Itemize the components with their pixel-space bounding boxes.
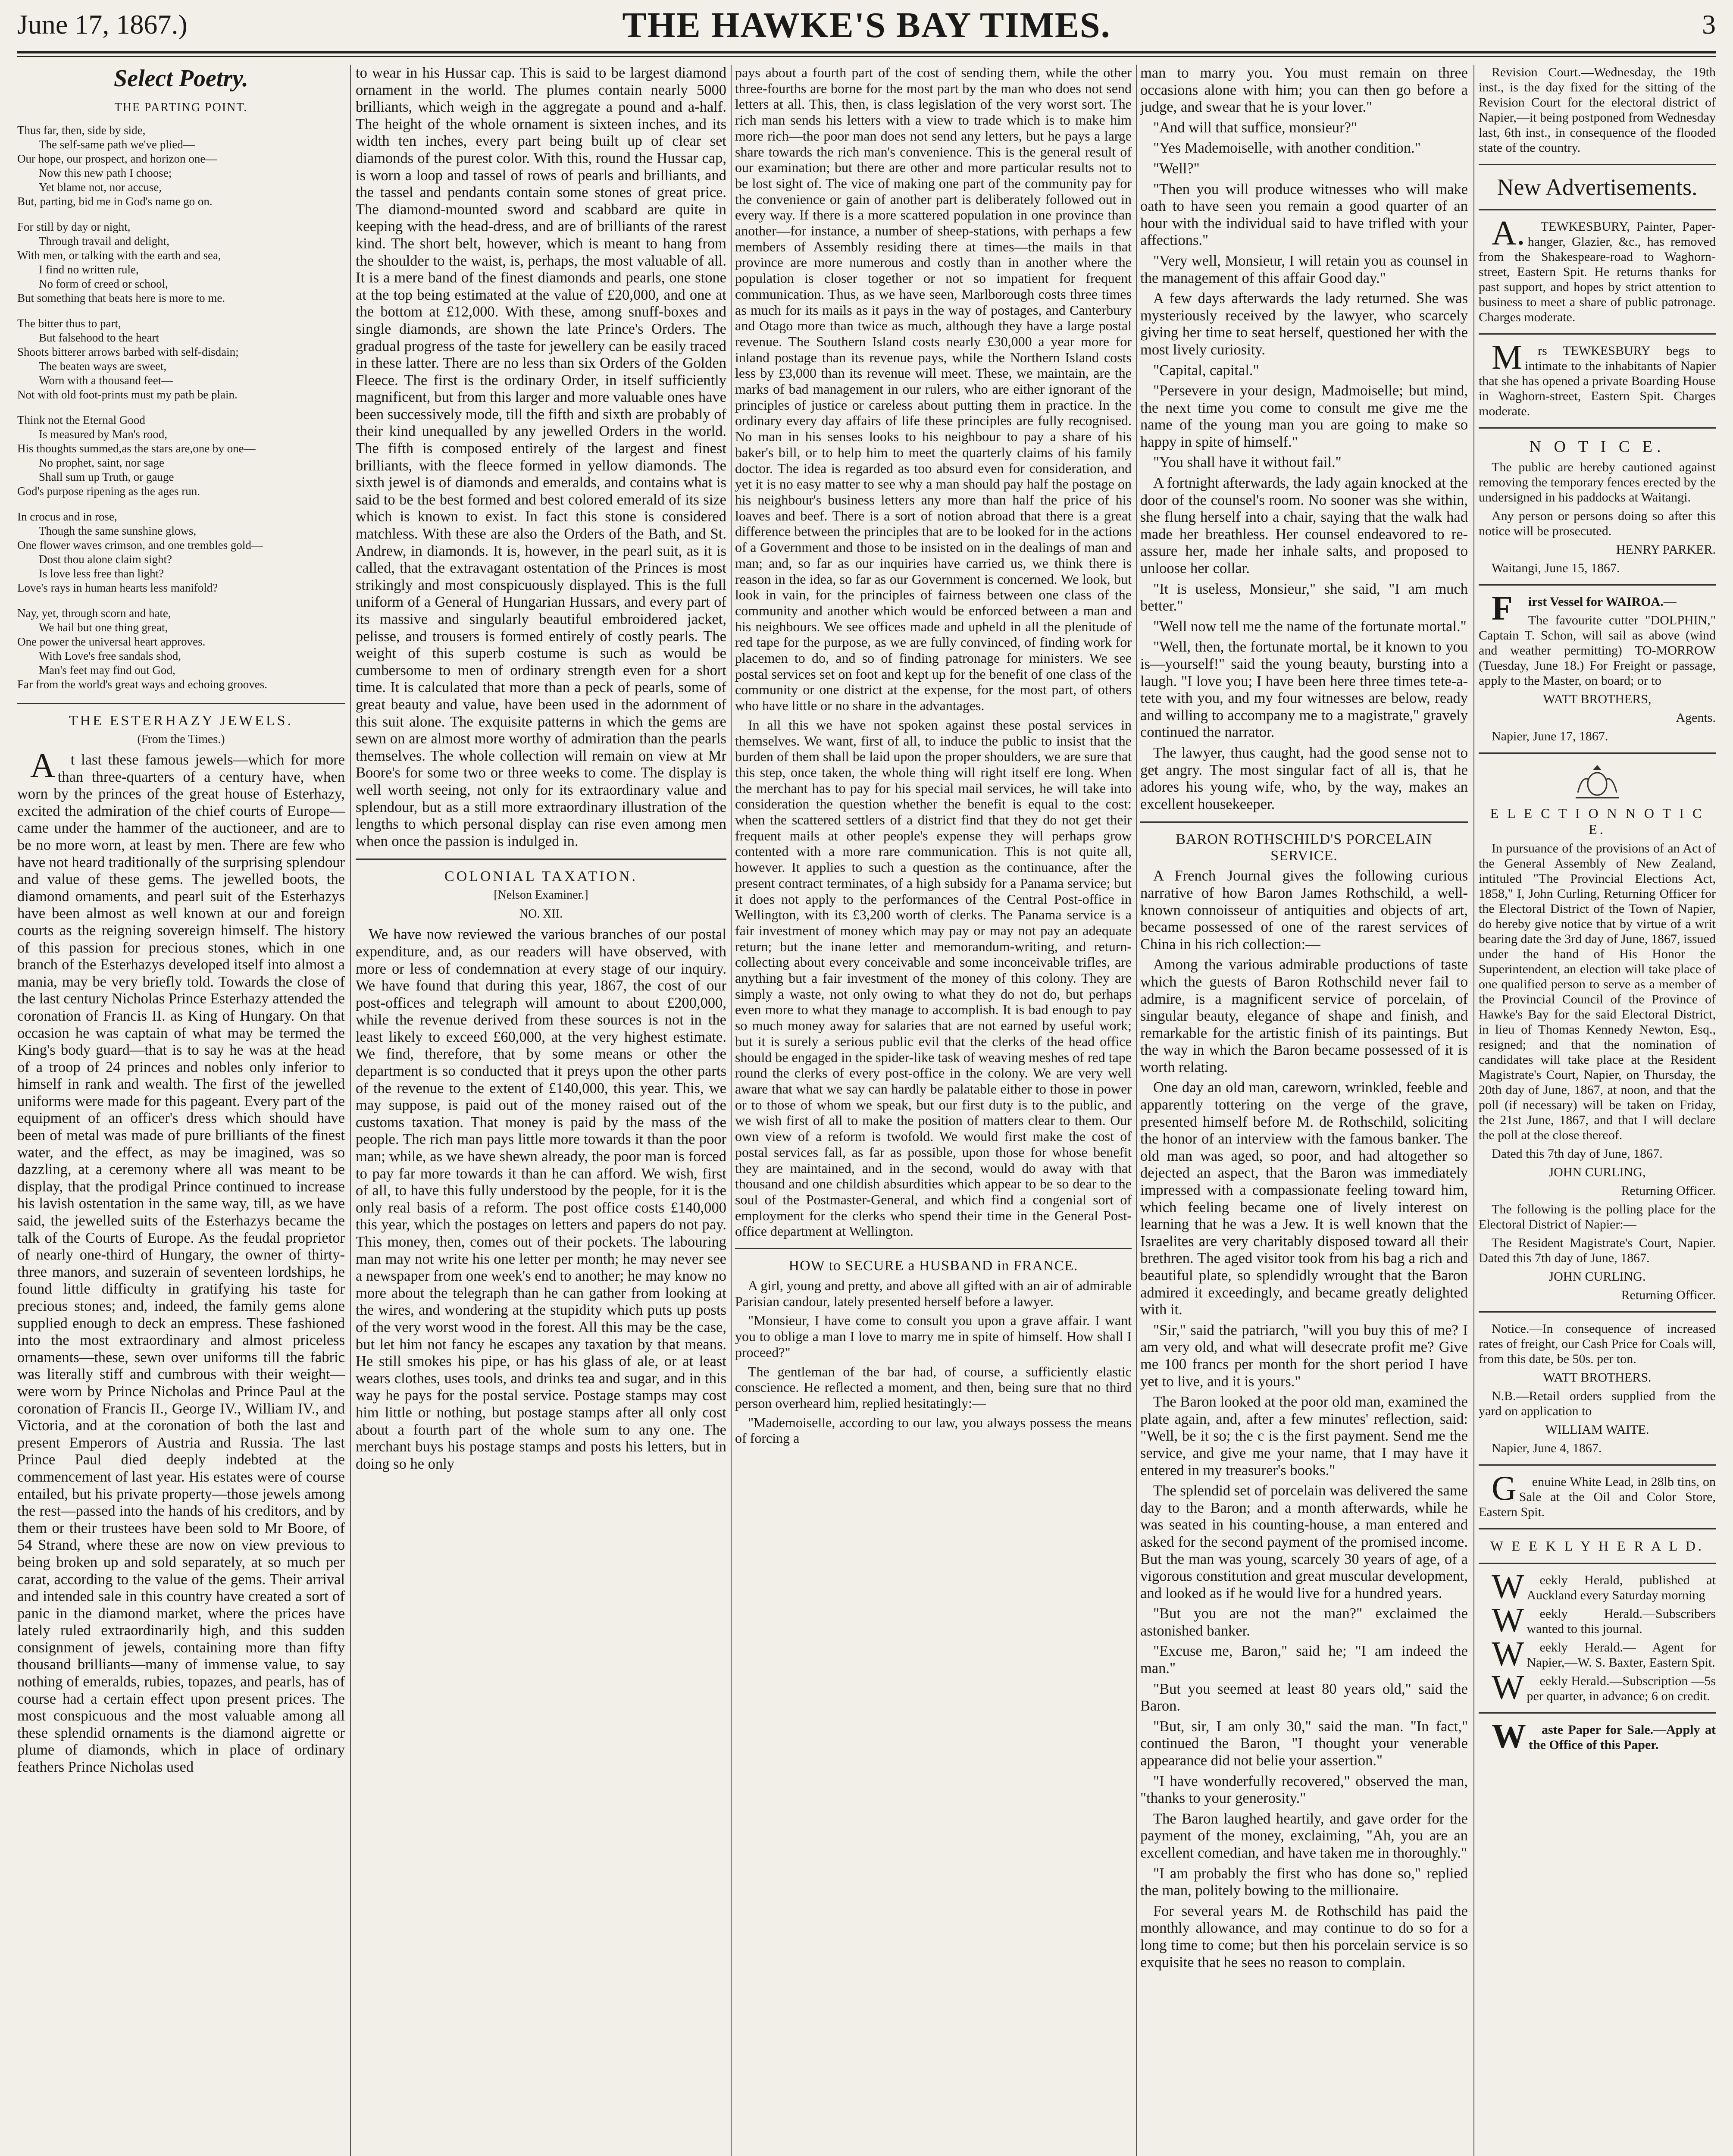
article-paragraph: "Excuse me, Baron," said he; "I am indeed the man." xyxy=(1140,1643,1468,1677)
section-rule xyxy=(1479,584,1716,586)
article-paragraph: One day an old man, careworn, wrinkled, feeble and apparently tottering on the verge of the grave, presented himself before M. de Rothschild, soliciting the honor of an interview with the famous banker. The old man was aged, so poor, and had altogether so dejected an aspect, that the Baron was immediately impressed with a compassionate feeling toward him, which feeling became one of lively interest on learning that he was a Jew. It is well known that the Israelites are very charitably disposed toward all their brethren. The aged visitor took from his bag a rich and beautiful plate, so splendidly wrought that the Baron admired it exceedingly, and became greatly delighted with it. xyxy=(1140,1079,1468,1318)
column-divider xyxy=(731,65,732,2156)
article-paragraph: The lawyer, thus caught, had the good sense not to get angry. The most singular fact of all is, that he adores his young wife, who, by the way, makes an excellent housekeeper. xyxy=(1140,744,1468,812)
poem-line: Now this new path I choose; xyxy=(39,166,172,179)
poem-line: For still by day or night, xyxy=(17,220,131,233)
coal-notice: Notice.—In consequence of increased rates of freight, our Cash Price for Coals will, from this date, be 50s. per ton. xyxy=(1479,1322,1716,1366)
masthead-rule xyxy=(17,51,1716,53)
section-rule xyxy=(1479,427,1716,429)
article-paragraph: "Persevere in your design, Madmoiselle; but mind, the next time you come to consult me give me the name of the young man you are going to make so happy in spite of himself." xyxy=(1140,382,1468,450)
polling-role: Returning Officer. xyxy=(1621,1288,1716,1302)
column-divider xyxy=(1136,65,1137,2156)
coal-date: Napier, June 4, 1867. xyxy=(1492,1441,1602,1455)
election-notice-body: In pursuance of the provisions of an Act of the General Assembly of New Zealand, intituled "The Provincial Elections Act, 1858," I, John Curling, Returning Officer for the Electoral District of the Town of Napier, do hereby give notice that by virtue of a writ bearing date the 3rd day of June, 1867, issued under the hand of His Honor the Superintendent, an election will take place of one qualified person to serve as a member of the Provincial Council of the Province of Hawke's Bay for the said Electoral District, in lieu of Thomas Kennedy Newton, Esq., resigned; and that the nomination of candidates will take place at the Resident Magistrate's Court, Napier, on Thursday, the 20th day of June, 1867, at noon, and that the poll (if necessary) will be taken on Friday, the 21st June, 1867, and that I will declare the poll at the close thereof. xyxy=(1479,841,1716,1142)
article-paragraph: "Well?" xyxy=(1153,160,1200,177)
article-paragraph: "It is useless, Monsieur," she said, "I am much better." xyxy=(1140,580,1468,614)
article-paragraph: For several years M. de Rothschild has paid the monthly allowance, and may continue to do so for a long time to come; but then his porcelain service is so exquisite that he sees no reason to complain. xyxy=(1140,1902,1468,1971)
poem-line: One flower waves crimson, and one trembles gold— xyxy=(17,539,263,552)
section-rule xyxy=(1479,1712,1716,1714)
polling-signature: JOHN CURLING. xyxy=(1548,1269,1646,1284)
new-advertisements-heading: New Advertisements. xyxy=(1497,174,1698,200)
section-rule xyxy=(1479,1311,1716,1313)
wairoa-title: First Vessel for WAIROA.— xyxy=(1492,589,1677,627)
article-title-porcelain: BARON ROTHSCHILD'S PORCELAIN SERVICE. xyxy=(1176,831,1433,864)
poem-line: Through travail and delight, xyxy=(39,235,169,248)
weekly-herald-ad: Weekly Herald.—Subscribers wanted to this journal. xyxy=(1492,1601,1716,1639)
poem-stanza xyxy=(17,413,345,498)
article-paragraph: "And will that suffice, monsieur?" xyxy=(1153,119,1358,136)
article-paragraph: The gentleman of the bar had, of course, a sufficiently elastic conscience. He reflected a moment, and then, being sure that no third person overheard him, replied hesitatingly:— xyxy=(735,1363,1132,1411)
wairoa-signature: WATT BROTHERS, xyxy=(1543,692,1652,706)
poem-line: Far from the world's great ways and echoing grooves. xyxy=(17,678,267,691)
article-paragraph: The Baron laughed heartily, and gave order for the payment of the money, exclaiming, "Ah, you are an excellent comedian, and have taken me in thoroughly." xyxy=(1140,1810,1468,1861)
poem-stanza xyxy=(17,510,345,595)
poem-stanza xyxy=(17,317,345,402)
column-2 xyxy=(356,65,726,2156)
poem-line: Not with old foot-prints must my path be plain. xyxy=(17,388,238,401)
column-divider xyxy=(1473,65,1474,2156)
article-paragraph: "Monsieur, I have come to consult you upon a grave affair. I want you to oblige a man I love to marry me in spite of himself. How shall I proceed?" xyxy=(735,1313,1132,1360)
article-paragraph: pays about a fourth part of the cost of sending them, while the other three-fourths are borne for the most part by the man who does not send letters at all. This, then, is class legislation of the very worst sort. The rich man sends his letters with a view to trade which is to make him more rich—the poor man does not send any letters, but he pays a large share towards the rich man's convenience. This is the general result of our examination; but there are other and more particular results not to be lost sight of. The vice of making one part of the community pay for the convenience or gain of another part is deliberately followed out in every way. If there is a more scattered population in one province than another—for instance, a number of sheep-stations, with perhaps a few members of Assembly residing there at times—the mails in that province are more numerous and costly than in another where the population is closer together or not so impatient for frequent communication. Thus, as we have seen, Marlborough costs three times as much for its mails as it pays in the way of postages, and Canterbury and Otago more than twice as much, although they have a large postal revenue. The Southern Island costs nearly £30,000 a year more for inland postage than its revenue pays, while the Northern Island costs less by £3,000 than its revenue will meet. These, we maintain, are the marks of bad management in our rulers, who are either ignorant of the principles of justice or careless about putting them in practice. In the ordinary every day affairs of life these principles are fully recognised. No man in his senses looks to his neighbour to pay a share of his baker's bill, or to help him to meet the quarterly claims of his family doctor. The idea is regarded as too absurd even for consideration, and yet it is no easy matter to see why a man should pay half the postage on his neighbour's business letters any more than half the price of his loaves and beef. There is a sort of notion abroad that there is a great difference between the principles that are to be looked for in the actions of a Government and those to be insisted on in the dealings of man and man; and, so far as our inquiries have carried us, we think there is reason in the idea, so far as our Government is concerned. We look, but look in vain, for the principles of fairness between one class of the community and another which would be enforced between a man and his neighbours. We see offices made and upheld in all the plenitude of red tape for the purpose, as we are fully convinced, of finding work for placemen to do, and so of finding patronage for ministers. We see postal services set on foot and kept up for the benefit of one class of the community or one district at the expense, for the most part, of others who have little or no share in the advantages. xyxy=(735,65,1132,714)
notice-body: Any person or persons doing so after this notice will be prosecuted. xyxy=(1479,509,1716,538)
poem-line: The bitter thus to part, xyxy=(17,317,121,330)
poem-line: God's purpose ripening as the ages run. xyxy=(17,485,200,498)
notice-body: The public are hereby cautioned against removing the temporary fences erected by the undersigned in his paddocks at Waitangi. xyxy=(1479,460,1716,505)
article-paragraph: We have now reviewed the various branches of our postal expenditure, and, as our readers will have observed, with more or less of condemnation at every stage of our inquiry. We have found that during this year, 1867, the cost of our post-offices and telegraph will amount to about £200,000, while the revenue derived from these sources is not in the least likely to exceed £60,000, at the very highest estimate. We find, therefore, that by some means or other the department is so conducted that it preys upon the other parts of the revenue to the extent of £140,000, this year. This, we may suppose, is paid out of the money raised out of the customs taxation. That money is paid by the mass of the people. The rich man pays little more towards it than the poor man; while, as we have shewn already, the poor man is forced to pay far more towards it than he can afford. We wish, first of all, to have this fully understood by the people, for it is the only real basis of a reform. The post office costs £140,000 this year, which the postages on letters and papers do not pay. This money, then, comes out of their pockets. The labouring man may not write his one letter per month; he may never see a newspaper from one week's end to another; he may know no more about the telegraph than he can gather from looking at the wires, and wondering at the stupidity which puts up posts of the very worst wood in the forest. All this may be the case, but let him not fancy he escapes any taxation by that means. He still smokes his pipe, or has his glass of ale, or at least wears clothes, uses tools, and drinks tea and sugar, and in this way he pays for the postal service. Postage stamps may cost him little or nothing, but postage stamps after all only cost about a fourth part of the whole sum to any one. The merchant buys his postage stamps and posts his letters, but in doing so he only xyxy=(356,926,726,1472)
poem-line: His thoughts summed,as the stars are,one by one— xyxy=(17,442,256,455)
article-paragraph: Among the various admirable productions of taste which the guests of Baron Rothschild never fail to admire, is a magnificent service of porcelain, of singular beauty, elegance of shape and finish, and remarkable for the artistic finish of its paintings. But the way in which the Baron became possessed of it is worth relating. xyxy=(1140,956,1468,1075)
poem-line: Shall sum up Truth, or gauge xyxy=(39,470,174,483)
section-rule xyxy=(1479,1464,1716,1466)
article-paragraph: "But, sir, I am only 30," said the man. "In fact," continued the Baron, "I thought your venerable appearance did not belie your assertion." xyxy=(1140,1718,1468,1769)
weekly-herald-ad: Weekly Herald.— Agent for Napier,—W. S. Baxter, Eastern Spit. xyxy=(1492,1635,1716,1673)
wairoa-agents: Agents. xyxy=(1676,711,1716,725)
poem-line: No prophet, saint, nor sage xyxy=(39,456,164,469)
article-paragraph: "Very well, Monsieur, I will retain you as counsel in the management of this affair Good day." xyxy=(1140,252,1468,286)
polling-place: The Resident Magistrate's Court, Napier. Dated this 7th day of June, 1867. xyxy=(1479,1236,1716,1265)
ad-mrs-tewkesbury: Mrs TEWKESBURY begs to intimate to the inhabitants of Napier that she has opened a private Boarding House in Waghorn-street, Eastern Spit. Charges moderate. xyxy=(1479,338,1716,418)
article-paragraph: A girl, young and pretty, and above all gifted with an air of admirable Parisian candour, lately presented herself before a lawyer. xyxy=(735,1278,1132,1309)
poem-stanza xyxy=(17,220,345,305)
notice-date: Waitangi, June 15, 1867. xyxy=(1492,561,1620,575)
column-3 xyxy=(735,65,1132,2156)
poem-line: One power the universal heart approves. xyxy=(17,635,206,648)
page-number: 3 xyxy=(1702,9,1716,40)
poem-line: Yet blame not, nor accuse, xyxy=(39,181,162,194)
white-lead-ad: Genuine White Lead, in 28lb tins, on Sale at the Oil and Color Store, Eastern Spit. xyxy=(1479,1470,1716,1519)
poem-line: In crocus and in rose, xyxy=(17,510,117,523)
section-rule xyxy=(1479,1528,1716,1529)
poem-line: Thus far, then, side by side, xyxy=(17,124,146,137)
article-paragraph: In all this we have not spoken against these postal services in themselves. We want, first of all, to induce the public to insist that the burden of them shall be laid upon the proper shoulders, we are sure that this step, once taken, the whole thing will right itself ere long. When the merchant has to pay for his special mail services, he will take into consideration the question whether the benefit is equal to the cost: when the scattered settlers of a district find that they do not get their frequent mails at other people's expense they will perhaps grow contented with a more rare communication. This is not quite all, however. It applies to such a question as the continuance, after the present contract terminates, of a high subsidy for a Panama service; but it does not apply to the performances of the Central Post-office in Wellington, with its £3,200 worth of clerks. The Panama service is a fair investment of money which may pay or may not pay an adequate return; but the inane letter and memorandum-writing, and return-collecting about every conceivable and some inconceivable trifles, are anything but a fair investment of the money of this colony. They are simply a waste, not only owing to what they do not do, but perhaps even more to what they manage to accomplish. It is bad enough to pay so much money away for salaries that are not earned by useful work; but it is surely a serious public evil that the clerks of the head office should be engaged in the spider-like task of weaving meshes of red tape round the clerks of every post-office in the colony. We are very well aware that what we say can hardly be palatable either to those in power or to those of whom we speak, but our first duty is to the public, and we wish first of all to make the position of matters clear to them. Our own view of a reform is twofold. We would first make the cost of postal services fall, as far as possible, upon those for whose benefit they are maintained, and in the second, would do away with that thousand and one childish absurdities which appear to be so dear to the soul of the Postmaster-General, and which find a congenial sort of employment for the clerks who spend their time in the General Post-office department at Wellington. xyxy=(735,717,1132,1239)
masthead xyxy=(17,4,1716,47)
poem-line: Though the same sunshine glows, xyxy=(39,524,197,537)
article-paragraph: "I have wonderfully recovered," observed the man, "thanks to your generosity." xyxy=(1140,1773,1468,1807)
article-paragraph: "Then you will produce witnesses who will make oath to have seen you remain a good quarter of an hour with the individual said to have trifled with your affections." xyxy=(1140,181,1468,249)
section-rule xyxy=(1479,1563,1716,1564)
poem-line: Shoots bitterer arrows barbed with self-disdain; xyxy=(17,345,239,358)
poem-line: But something that beats here is more to me. xyxy=(17,291,225,304)
section-rule xyxy=(735,1248,1132,1249)
article-source: [Nelson Examiner.] xyxy=(494,888,588,902)
poem-line: With men, or talking with the earth and sea, xyxy=(17,249,221,262)
issue-date: June 17, 1867.) xyxy=(17,9,188,40)
article-paragraph: At last these famous jewels—which for more than three-quarters of a century have, when worn by the princes of the great house of Esterhazy, excited the admiration of the chief courts of Europe—came under the hammer of the auctioneer, and are to be no more worn, at least by men. There are few who have not heard traditionally of the surprising splendour and value of these gems. The jewelled boots, the diamond ornaments, and pearl suit of the Esterhazys have been almost as well known at our and foreign courts as the reigning sovereign himself. The history of this passion for precious stones, which in one branch of the Esterhazys developed itself into almost a mania, may be very briefly told. Towards the close of the last century Nicholas Prince Esterhazy attended the coronation of Francis II. as King of Hungary. On that occasion he was captain of what may be termed the King's body guard—that is to say he was at the head of a troop of 24 princes and nobles only inferior to himself in rank and wealth. The first of the jewelled uniforms were made for this pageant. Every part of the equipment of an officer's dress which should have been of metal was made of pure brilliants of the finest water, and the effect, as may be imagined, was so dazzling, at a ceremony where all was meant to be display, that the prodigal Prince continued to increase his lavish ostentation in the same way, till, as we have said, the jewelled suits of the Esterhazys became the talk of the Courts of Europe. As the feudal proprietor of nearly one-third of Hungary, the owner of thirty-three manors, and suzerain of seventeen lordships, he found little difficulty in gratifying his taste for precious stones; and, indeed, the family gems alone supplied enough to deck an empress. These fashioned into the most extraordinary and almost priceless ornaments—these, sewn over uniforms till the fabric was literally stiff and cumbrous with their weight—were worn by Prince Nicholas and Prince Paul at the coronation of Francis II., George IV., William IV., and Victoria, and at the coronation of both the last and present Emperors of Austria and Russia. The last Prince Paul died deeply indebted at the commencement of last year. His estates were of course entailed, but his private property—those jewels among the rest—passed into the hands of his creditors, and by them or their trustees have been sold to Mr Boore, of 54 Strand, where these are now on view previous to being broken up and sold separately, at so much per carat, according to the value of the gems. Their arrival and intended sale in this country have created a sort of panic in the diamond market, where the prices have lately ruled extraordinarily high, and this sudden consignment of jewels, containing more than fifty thousand brilliants—many of immense value, to say nothing of emeralds, rubies, topazes, and pearls, has of course had a certain effect upon present prices. The most conspicuous and the most valuable among all these splendid ornaments is the diamond aigrette or plume of diamonds, which in place of ordinary feathers Prince Nicholas used xyxy=(17,747,345,1776)
article-paragraph: "Well now tell me the name of the fortunate mortal." xyxy=(1153,618,1467,635)
article-paragraph: "Yes Mademoiselle, with another condition." xyxy=(1153,140,1421,157)
poem-line: The beaten ways are sweet, xyxy=(39,360,167,373)
waste-paper-ad: Waste Paper for Sale.—Apply at the Office of this Paper. xyxy=(1492,1717,1716,1755)
election-signature: JOHN CURLING, xyxy=(1548,1165,1646,1179)
poem-line: But, parting, bid me in God's name go on. xyxy=(17,195,213,208)
article-title-esterhazy: THE ESTERHAZY JEWELS. xyxy=(69,713,294,729)
column-divider xyxy=(350,65,351,2156)
article-paragraph: man to marry you. You must remain on three occasions alone with him; you can then go before a judge, and swear that he is your lover." xyxy=(1140,65,1468,116)
article-paragraph: "Capital, capital." xyxy=(1153,362,1259,379)
poem-line: I find no written rule, xyxy=(39,263,139,276)
article-paragraph: A few days afterwards the lady returned. She was mysteriously received by the lawyer, who scarcely giving her time to seat herself, questioned her with the most lively curiosity. xyxy=(1140,290,1468,358)
article-paragraph: The splendid set of porcelain was delivered the same day to the Baron; and a month afterwards, while he was seated in his counting-house, a man entered and asked for the second payment of the promised income. But the man was young, scarcely 30 years of age, of a vigorous constitution and great muscular development, and looked as if he would live for a hundred years. xyxy=(1140,1482,1468,1601)
poem-line: Worn with a thousand feet— xyxy=(39,374,173,387)
article-paragraph: "But you are not the man?" exclaimed the astonished banker. xyxy=(1140,1605,1468,1639)
coal-nb-signature: WILLIAM WAITE. xyxy=(1545,1423,1649,1437)
poem-line: But falsehood to the heart xyxy=(39,331,159,344)
article-title-husband: HOW to SECURE a HUSBAND in FRANCE. xyxy=(788,1258,1078,1274)
section-rule xyxy=(17,703,345,704)
poem-line: No form of creed or school, xyxy=(39,277,168,290)
article-title-taxation: COLONIAL TAXATION. xyxy=(444,868,638,885)
masthead-rule-thin xyxy=(17,56,1716,57)
article-number: NO. XII. xyxy=(519,907,563,921)
poem-line: Man's feet may find out God, xyxy=(39,664,175,677)
article-paragraph: A fortnight afterwards, the lady again knocked at the door of the counsel's room. No sooner was she within, she flung herself into a chair, saying that the walk had made her breathless. Her counsel endeavored to re-assure her, made her inhale salts, and proposed to unloose her collar. xyxy=(1140,475,1468,577)
coal-signature: WATT BROTHERS. xyxy=(1543,1370,1652,1385)
article-paragraph: A French Journal gives the following curious narrative of how Baron James Rothschild, a well-known connoisseur of antiquities and objects of art, became possessed of one of the rarest services of China in his rich collection:— xyxy=(1140,868,1468,953)
polling-notice: The following is the polling place for the Electoral District of Napier:— xyxy=(1479,1202,1716,1232)
notice-signature: HENRY PARKER. xyxy=(1616,542,1716,557)
article-paragraph: "But you seemed at least 80 years old," said the Baron. xyxy=(1140,1680,1468,1714)
election-notice-title: E L E C T I O N N O T I C E. xyxy=(1490,805,1705,837)
column-1 xyxy=(17,65,345,2156)
coal-nb: N.B.—Retail orders supplied from the yard on application to xyxy=(1479,1389,1716,1418)
article-paragraph: "You shall have it without fail." xyxy=(1153,454,1342,471)
section-rule xyxy=(1479,209,1716,210)
poem-title: THE PARTING POINT. xyxy=(114,101,248,114)
poem-line: Think not the Eternal Good xyxy=(17,414,145,426)
weekly-herald-title: W E E K L Y H E R A L D. xyxy=(1490,1538,1704,1554)
wairoa-date: Napier, June 17, 1867. xyxy=(1492,729,1608,743)
article-paragraph: "Well, then, the fortunate mortal, be it known to you is—yourself!" said the young beauty, bursting into a laugh. "I love you; I have been here three times tete-a-tete with you, and my four witnesses are below, ready and willing to accompany me to a magistrate," gravely continued the narrator. xyxy=(1140,639,1468,741)
poem-line: Is measured by Man's rood, xyxy=(39,428,168,441)
article-paragraph: "Sir," said the patriarch, "will you buy this of me? I am very old, and what will desecrate profit me? Give me 100 francs per month for the short period I have yet to live, and it is yours." xyxy=(1140,1322,1468,1390)
poem-line: Is love less free than light? xyxy=(39,567,164,580)
poetry-heading: Select Poetry. xyxy=(113,65,249,92)
weekly-herald-ad: Weekly Herald.—Subscription —5s per quarter, in advance; 6 on credit. xyxy=(1492,1669,1716,1707)
ad-tewkesbury: A.TEWKESBURY, Painter, Paper-hanger, Glazier, &c., has removed from the Shakespeare-road to Waghorn-street, Eastern Spit. He returns thanks for past support, and hopes by strict attention to business to meet a share of public patronage. Charges moderate. xyxy=(1479,214,1716,324)
article-paragraph: "Mademoiselle, according to our law, you always possess the means of forcing a xyxy=(735,1414,1132,1446)
article-source: (From the Times.) xyxy=(137,733,225,746)
royal-arms-icon xyxy=(1565,762,1630,801)
weekly-herald-ad: Weekly Herald, published at Auckland every Saturday morning xyxy=(1492,1568,1716,1606)
article-paragraph: The Baron looked at the poor old man, examined the plate again, and, after a few minutes' reflection, said: "Well, be it so; the c is the first payment. Send me the service, and give me your name, that I may have it entered in my treasurer's books." xyxy=(1140,1394,1468,1479)
poem-line: Our hope, our prospect, and horizon one— xyxy=(17,152,217,165)
section-rule xyxy=(356,859,726,860)
poem-stanza xyxy=(17,606,345,692)
election-role: Returning Officer. xyxy=(1621,1184,1716,1198)
section-rule xyxy=(1479,752,1716,754)
article-paragraph: "I am probably the first who has done so," replied the man, politely bowing to the millionaire. xyxy=(1140,1865,1468,1899)
revision-court-notice: Revision Court.—Wednesday, the 19th inst., is the day fixed for the sitting of the Revision Court for the electoral district of Napier,—it being postponed from Wednesday last, 6th inst., in consequence of the flooded state of the country. xyxy=(1479,65,1716,155)
article-paragraph: to wear in his Hussar cap. This is said to be largest diamond ornament in the world. The plumes contain nearly 5000 brilliants, which weigh in the aggregate a pound and a-half. The height of the whole ornament is sixteen inches, and its width ten inches, every part being built up of clear set diamonds of the purest color. With this, round the Hussar cap, is worn a loop and tassel of rows of pearls and brilliants, and the tassel and pendants contain some stones of great price. The diamond-mounted sword and scabbard are quite in keeping with the head-dress, and are of brilliants of the rarest kind. The short belt, however, which is meant to hang from the shoulder to the waist, is, perhaps, the most valuable of all. It is a mere band of the finest diamonds and pearls, one stone at the top being estimated at the value of £20,000, and one at the bottom at £12,000. With these, among snuff-boxes and single diamonds, are shown the late Prince's Orders. The gradual progress of the taste for jewellery can be easily traced in these latter. There are no less than six Orders of the Golden Fleece. The first is the ordinary Order, in itself sufficiently magnificent, but from this larger and more valuable ones have been successively mode, till the fifth and sixth are probably of their kind unequalled by any jewelled Orders in the world. The fifth is composed entirely of the largest and finest brilliants, with the fleece formed in yellow diamonds. The sixth jewel is of diamonds and emeralds, and contains what is said to be the best formed and best colored emerald of its size which is known to exist. In fact this stone is considered matchless. With these are also the Orders of the Bath, and St. Andrew, in diamonds. It is, however, in the pearl suit, as it is called, that the extravagant ostentation of the Princes is most strikingly and most conspicuously displayed. This is the full uniform of a General of Hungarian Hussars, and every part of its massive and singularly beautiful embroidered jacket, pelisse, and trousers is formed entirely of costly pearls. The weight of this superb costume is such as would be cumbersome to men of ordinary strength even for a short time. It is calculated that more than a peck of pearls, some of great beauty and value, have been used in the adornment of this suit alone. The exquisite patterns in which the gems are sewn on are almost more worthy of admiration than the pearls themselves. The whole collection will remain on view at Mr Boore's for some two or three weeks to come. The display is well worth seeing, not only for its extraordinary value and splendour, but as a still more extraordinary illustration of the lengths to which personal display can rise even among men when once the passion is indulged in. xyxy=(356,65,726,849)
poem-line: With Love's free sandals shod, xyxy=(39,649,181,662)
poem-line: Dost thou alone claim sight? xyxy=(39,553,172,566)
column-4 xyxy=(1140,65,1468,2156)
newspaper-title: THE HAWKE'S BAY TIMES. xyxy=(622,5,1111,45)
column-5 xyxy=(1479,65,1716,2156)
poem-stanza xyxy=(17,123,345,209)
section-rule xyxy=(1140,821,1468,823)
wairoa-body: The favourite cutter "DOLPHIN," Captain T. Schon, will sail as above (wind and weather permitting) TO-MORROW (Tuesday, June 18.) For Freight or passage, apply to the Master, on board; or to xyxy=(1479,613,1716,688)
section-rule xyxy=(1479,164,1716,165)
section-rule xyxy=(1479,333,1716,335)
election-notice-dated: Dated this 7th day of June, 1867. xyxy=(1492,1147,1663,1161)
poem xyxy=(17,123,345,692)
poem-line: We hail but one thing great, xyxy=(39,621,168,634)
poem-line: Nay, yet, through scorn and hate, xyxy=(17,607,171,620)
poem-line: Love's rays in human hearts less manifold? xyxy=(17,581,218,594)
notice-title: N O T I C E. xyxy=(1529,438,1665,456)
poem-line: The self-same path we've plied— xyxy=(39,138,195,151)
